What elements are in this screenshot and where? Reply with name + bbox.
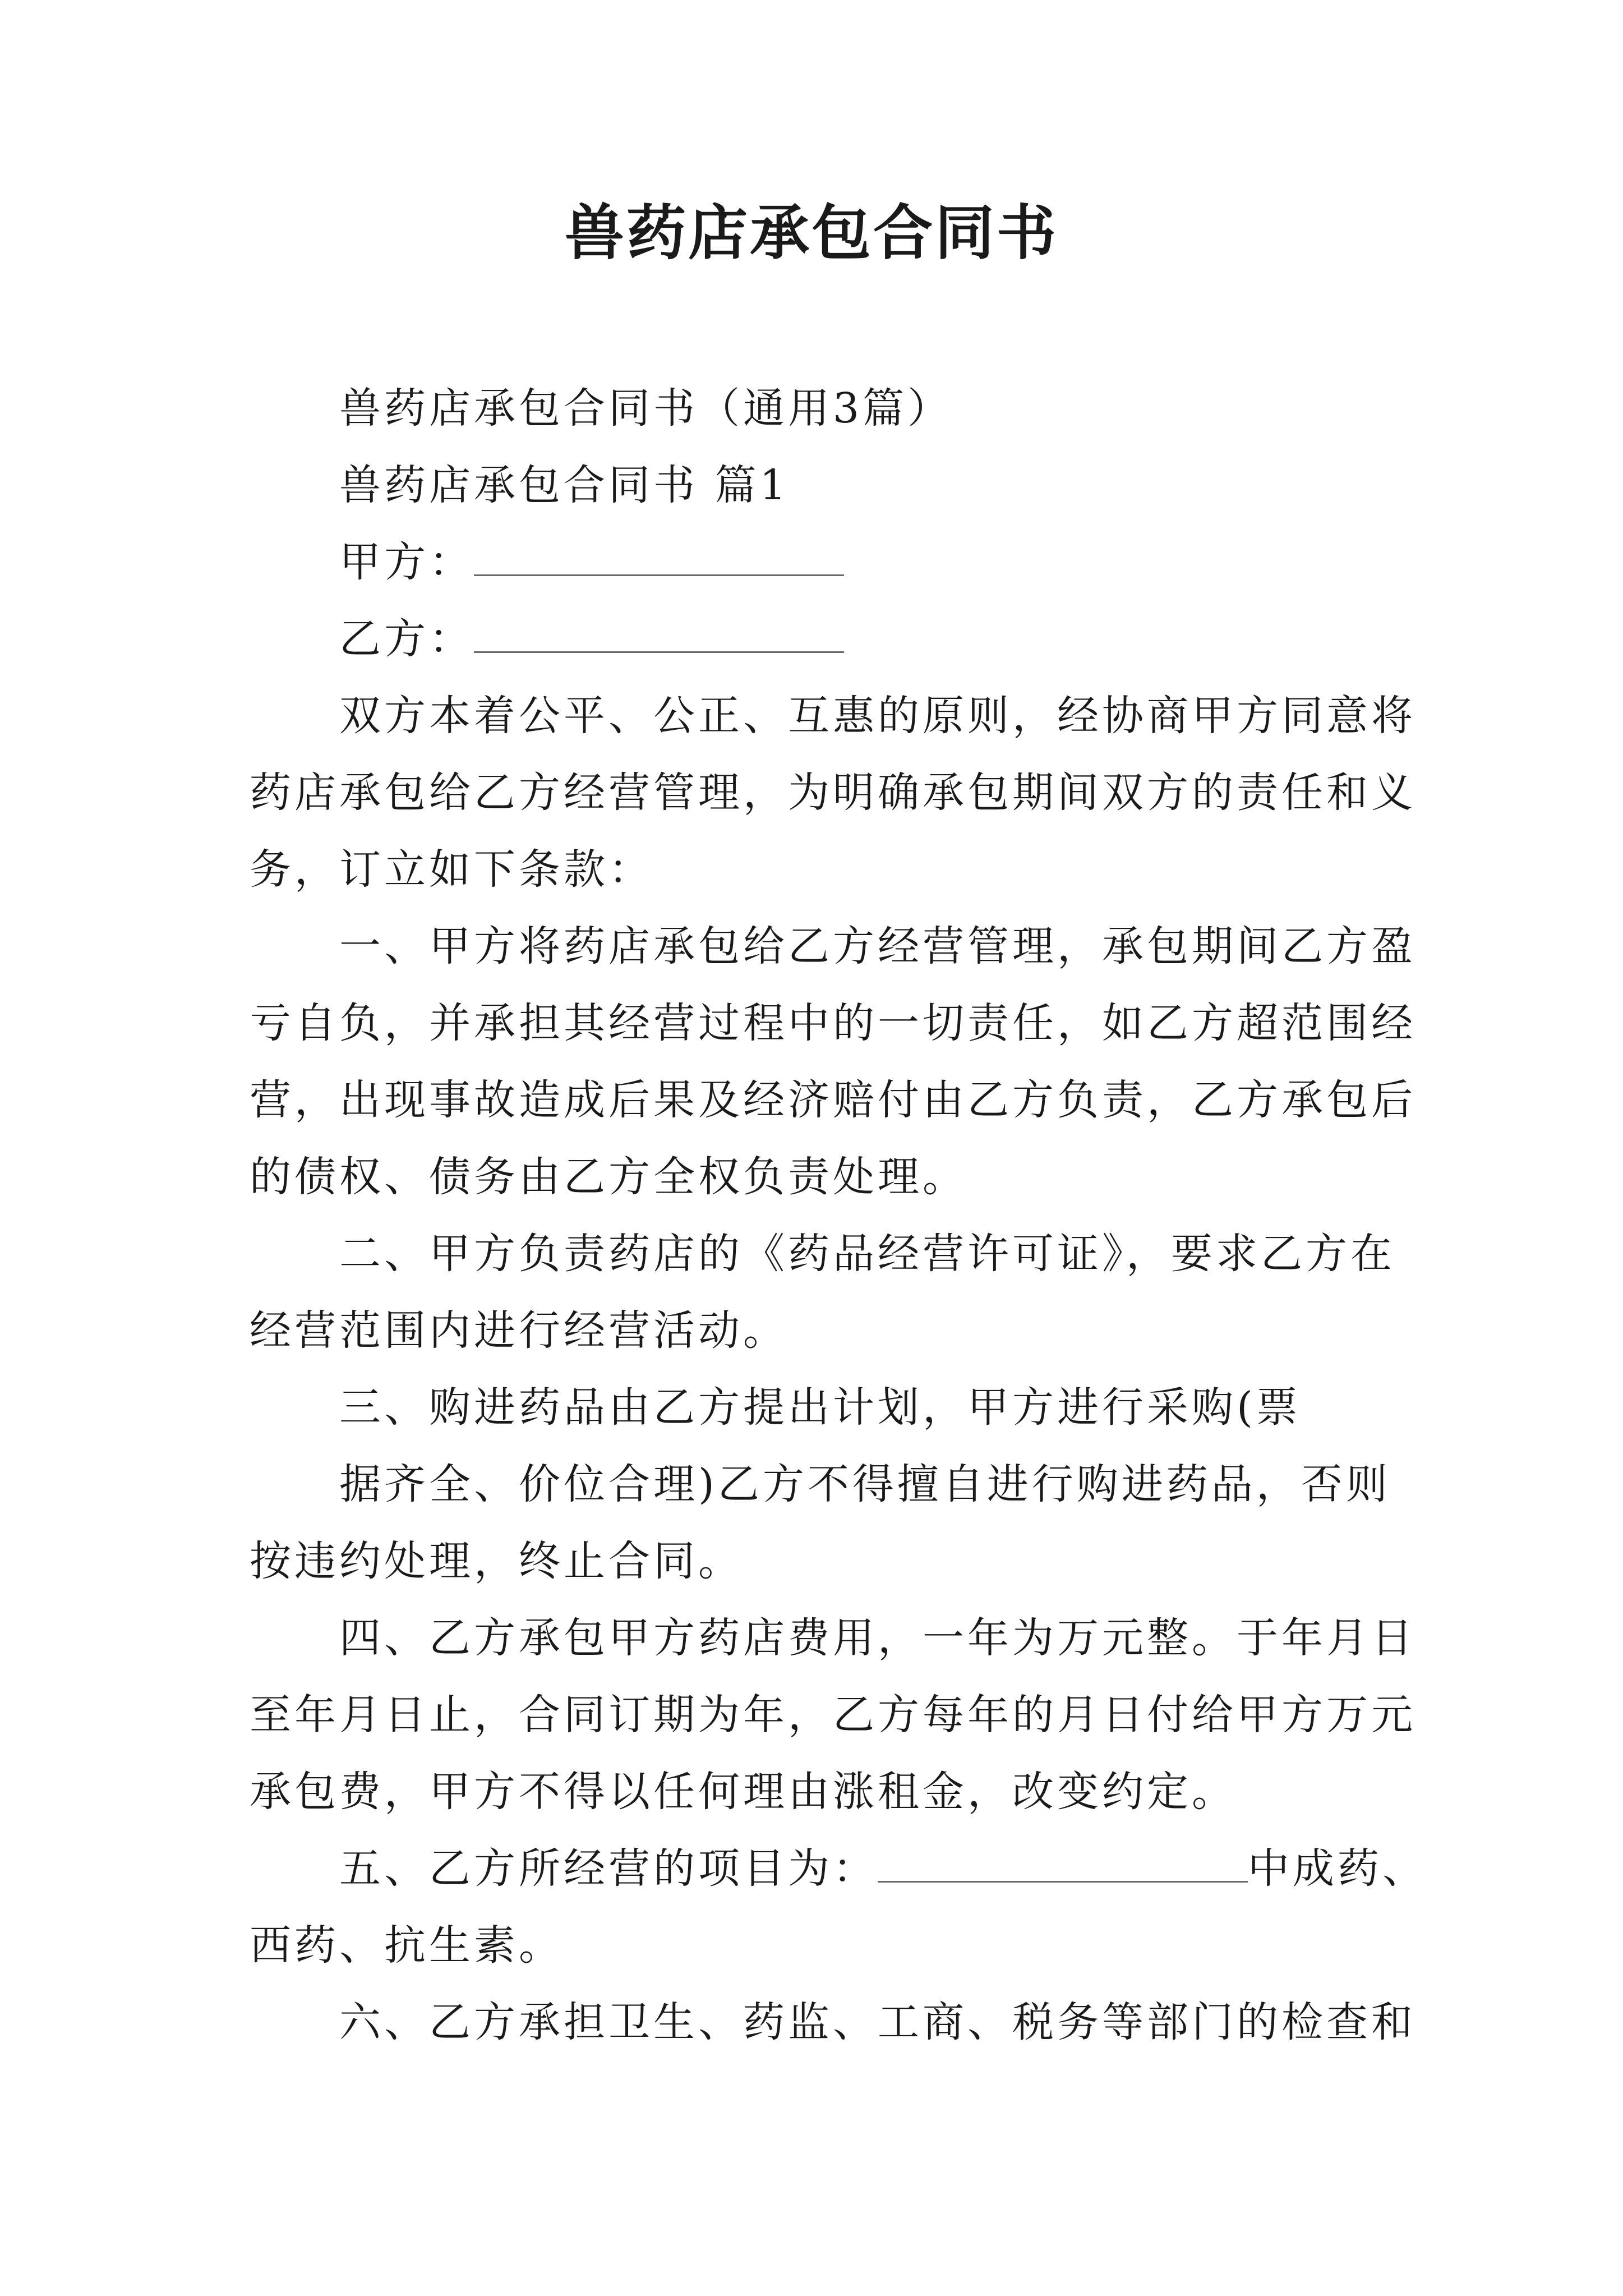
party-b-label: 乙方：: [339, 615, 474, 663]
document-body: [250, 370, 1427, 2061]
clause-3-line: 三、购进药品由乙方提出计划，甲方进行采购(票: [339, 1383, 1301, 1432]
document-subtitle: 兽药店承包合同书（通用3篇）: [339, 384, 953, 432]
party-a-line: [250, 524, 1388, 601]
section-heading: 兽药店承包合同书 篇1: [339, 461, 790, 509]
clause-6-line: 六、乙方承担卫生、药监、工商、税务等部门的检查和: [339, 1998, 1416, 2046]
clause-1-line: 营，出现事故造成后果及经济赔付由乙方负责，乙方承包后: [250, 1076, 1416, 1124]
clause-2-line: 经营范围内进行经营活动。: [250, 1306, 788, 1355]
clause-5-blank: [878, 1847, 1248, 1883]
clause-5-line: 西药、抗生素。: [250, 1921, 564, 1970]
paragraph-line: 药店承包给乙方经营管理，为明确承包期间双方的责任和义: [250, 769, 1416, 817]
clause-1-line: 的债权、债务由乙方全权负责处理。: [250, 1153, 967, 1201]
clause-5-label: 五、乙方所经营的项目为：: [339, 1844, 878, 1893]
clause-5-suffix: 中成药、: [1248, 1844, 1427, 1893]
clause-2-line: 二、甲方负责药店的《药品经营许可证》，要求乙方在: [339, 1230, 1395, 1278]
clause-3-line: 按违约处理，终止合同。: [250, 1537, 743, 1585]
party-b-blank: [474, 618, 844, 653]
clause-5-line: [250, 1830, 1427, 1907]
clause-1-line: 亏自负，并承担其经营过程中的一切责任，如乙方超范围经: [250, 999, 1416, 1047]
clause-4-line: 四、乙方承包甲方药店费用，一年为万元整。于年月日: [339, 1614, 1416, 1662]
paragraph-line: 务，订立如下条款：: [250, 845, 653, 894]
clause-4-line: 承包费，甲方不得以任何理由涨租金，改变约定。: [250, 1768, 1237, 1816]
party-a-label: 甲方：: [339, 538, 474, 586]
clause-3-line: 据齐全、价位合理)乙方不得擅自进行购进药品，否则: [339, 1460, 1391, 1508]
clause-4-line: 至年月日止，合同订期为年，乙方每年的月日付给甲方万元: [250, 1691, 1416, 1739]
clause-1-line: 一、甲方将药店承包给乙方经营管理，承包期间乙方盈: [339, 922, 1416, 970]
party-a-blank: [474, 541, 844, 576]
party-b-line: [250, 601, 1388, 678]
paragraph-line: 双方本着公平、公正、互惠的原则，经协商甲方同意将: [339, 692, 1416, 740]
document-title: 兽药店承包合同书: [565, 197, 1058, 268]
